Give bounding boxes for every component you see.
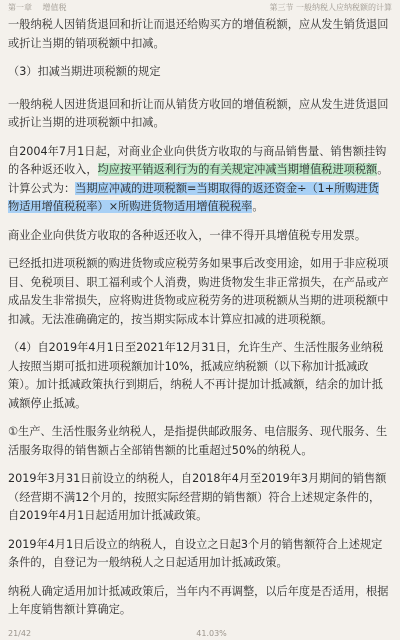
section-heading-3: （3）扣减当期进项税额的规定 (8, 65, 161, 78)
paragraph-after-2019: 2019年4月1日后设立的纳税人，自设立之日起3个月的销售额符合上述规定条件的，自登记为一般纳税人之日起适用加计抵减政策。 (8, 537, 383, 569)
rebate-text-a: 自2004年7月1日起，对商业企业向供货方收取的与商品销售量、销售额挂钩的各种返还收入， (8, 144, 387, 176)
reader-header (0, 0, 400, 14)
paragraph-service-taxpayer: ①生产、生活性服务业纳税人，是指提供邮政服务、电信服务、现代服务、生活服务取得的销售额占全部销售额的比重超过50%的纳税人。 (8, 425, 388, 457)
paragraph-no-invoice: 商业企业向供货方收取的各种返还收入，一律不得开具增值税专用发票。 (8, 228, 367, 242)
highlight-green[interactable]: 均应按平销返利行为的有关规定冲减当期增值税进项税额 (97, 163, 378, 176)
paragraph-sales-return: 一般纳税人因销货退回和折让而退还给购买方的增值税额，应从发生销货退回或折让当期的销项税额中扣减。 (8, 18, 389, 50)
highlight-blue-formula[interactable]: 当期应冲减的进项税额=当期取得的返还资金÷（1+所购进货物适用增值税税率）×所购进货物适用增值税税率 (8, 181, 379, 213)
section-breadcrumb (269, 2, 392, 13)
chapter-title: 增值税 (42, 2, 67, 12)
reading-progress: 41.03% (196, 628, 227, 638)
section-title: 一般纳税人应纳税额的计算 (296, 2, 392, 12)
paragraph-change-use: 已经抵扣进项税额的购进货物或应税劳务如果事后改变用途，如用于非应税项目、免税项目、职工福利或个人消费，购进货物发生非正常损失，在产品或产成品发生非常损失，应将购进货物或应税劳务的进项税额从当期的进项税额中扣减。无法准确确定的，按当期实际成本计算应扣减的进项税额。 (8, 257, 389, 326)
chapter-breadcrumb (8, 2, 75, 13)
chapter-label: 第一章 (8, 2, 32, 12)
page-number: 21/42 (8, 628, 32, 638)
paragraph-purchase-return: 一般纳税人因进货退回和折让而从销货方收回的增值税额，应从发生进货退回或折让当期的进项税额中扣减。 (8, 97, 389, 129)
page-content (8, 16, 390, 630)
rebate-text-c: 。 (252, 200, 264, 213)
paragraph-additional-deduction: （4）自2019年4月1日至2021年12月31日，允许生产、生活性服务业纳税人按照当期可抵扣进项税额加计10%，抵减应纳税额（以下称加计抵减政策）。加计抵减政策执行到期后，纳税人不再计提加计抵减额，结余的加计抵减额停止抵减。 (8, 341, 384, 410)
section-label: 第三节 (269, 2, 294, 12)
paragraph-rebate (8, 143, 390, 217)
rebate-text-b: 。计算公式为： (8, 163, 389, 195)
reader-footer (0, 626, 400, 640)
paragraph-annual: 纳税人确定适用加计抵减政策后，当年内不再调整，以后年度是否适用，根据上年度销售额计算确定。 (8, 584, 389, 616)
paragraph-before-2019: 2019年3月31日前设立的纳税人，自2018年4月至2019年3月期间的销售额（经营期不满12个月的，按照实际经营期的销售额）符合上述规定条件的，自2019年4月1日起适用加计抵减政策。 (8, 472, 387, 522)
